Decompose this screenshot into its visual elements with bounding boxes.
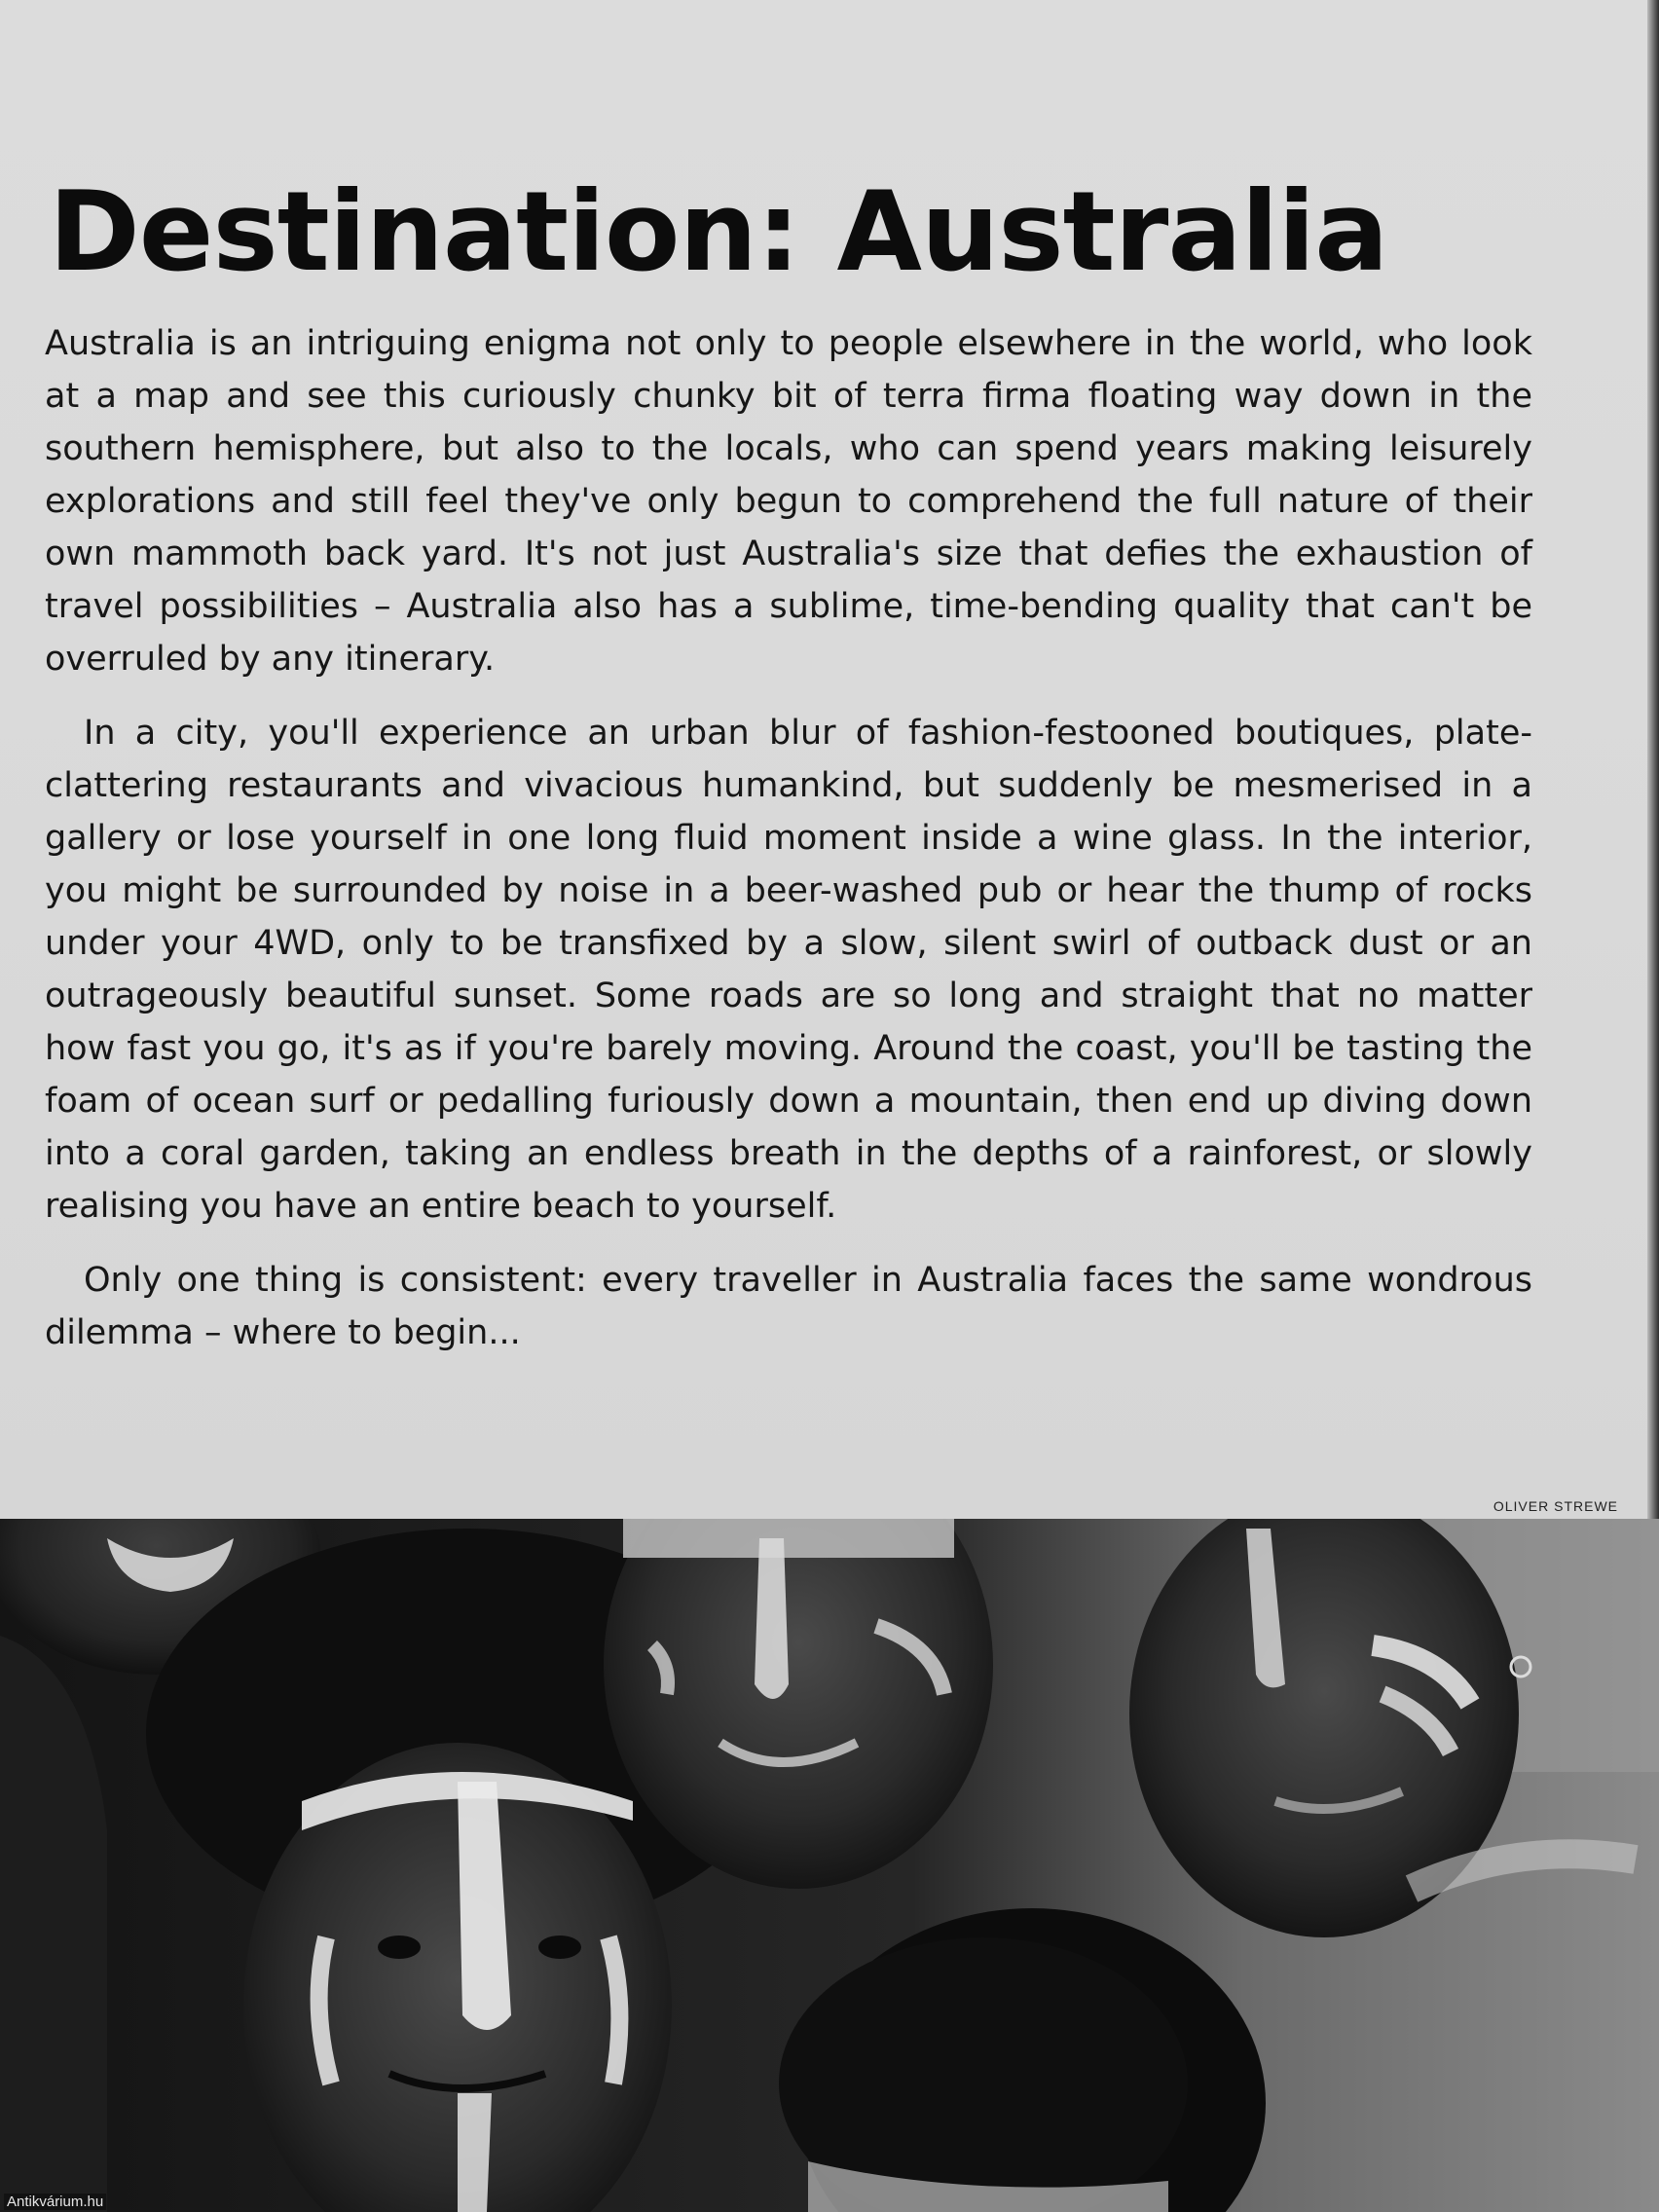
photo-credit: OLIVER STREWE [1493, 1498, 1618, 1514]
article-body [45, 317, 1532, 1381]
photo-illustration [0, 1519, 1659, 2212]
paragraph-intro: Australia is an intriguing enigma not only to people elsewhere in the world, who look at a map and see this curiously chunky bit of terra firma floating way down in the southern hemisphere, but also to the locals, who can spend years making leisurely explorations and still feel they've only begun to comprehend the full nature of their own mammoth back yard. It's not just Australia's size that defies the exhaustion of travel possibilities – Australia also has a sublime, time-bending quality that can't be overruled by any itinerary. [45, 324, 1532, 679]
watermark-text: Antikvárium.hu [4, 2194, 106, 2210]
page-edge-shadow [1647, 0, 1659, 1519]
page-title: Destination: Australia [49, 167, 1388, 296]
paragraph-conclusion: Only one thing is consistent: every traveller in Australia faces the same wondrous dilemma – where to begin... [45, 1261, 1532, 1352]
paragraph-city: In a city, you'll experience an urban blur of fashion-festooned boutiques, plate-clattering restaurants and vivacious humankind, but suddenly be mesmerised in a gallery or lose yourself in one long fluid moment inside a wine glass. In the interior, you might be surrounded by noise in a beer-washed pub or hear the thump of rocks under your 4WD, only to be transfixed by a slow, silent swirl of outback dust or an outrageously beautiful sunset. Some roads are so long and straight that no matter how fast you go, it's as if you're barely moving. Around the coast, you'll be tasting the foam of ocean surf or pedalling furiously down a mountain, then end up diving down into a coral garden, taking an endless breath in the depths of a rainforest, or slowly realising you have an entire beach to yourself. [45, 714, 1532, 1226]
photo-children-face-paint [0, 1519, 1659, 2212]
